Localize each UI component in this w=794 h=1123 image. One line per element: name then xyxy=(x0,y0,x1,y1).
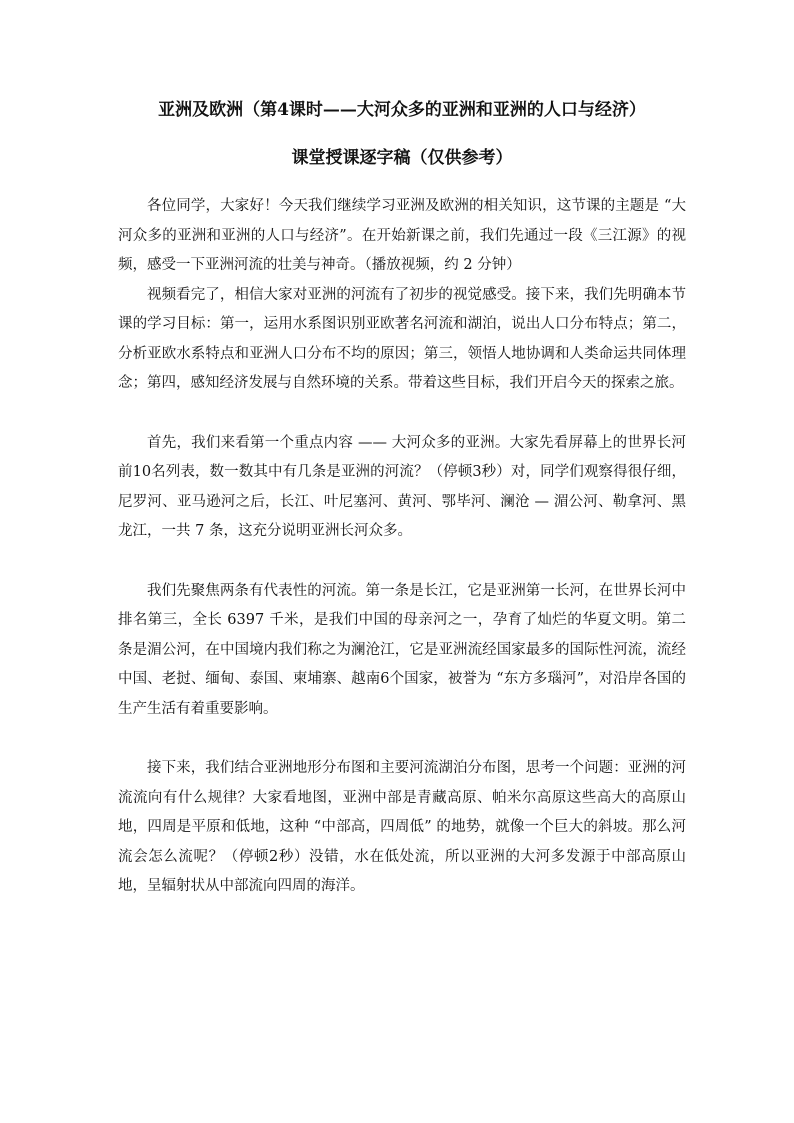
paragraph-gap xyxy=(118,724,686,754)
paragraph-gap xyxy=(118,399,686,429)
paragraph-objectives: 视频看完了，相信大家对亚洲的河流有了初步的视觉感受。接下来，我们先明确本节课的学习目标：第一，运用水系图识别亚欧著名河流和湖泊，说出人口分布特点；第二，分析亚欧水系特点和亚洲人口分布不均的原因；第三，领悟人地协调和人类命运共同体理念；第四，感知经济发展与自然环境的关系。带着这些目标，我们开启今天的探索之旅。 xyxy=(118,286,686,391)
paragraph-intro: 各位同学，大家好！今天我们继续学习亚洲及欧洲的相关知识，这节课的主题是 “大河众多的亚洲和亚洲的人口与经济”。在开始新课之前，我们先通过一段《三江源》的视频，感受一下亚洲河流的壮美与神奇。（播放视频，约 2 分钟） xyxy=(118,198,686,273)
document-subtitle: 课堂授课逐字稿（仅供参考） xyxy=(291,148,513,168)
document-body xyxy=(118,192,686,902)
paragraph-gap xyxy=(118,547,686,577)
document-title: 亚洲及欧洲（第4课时——大河众多的亚洲和亚洲的人口与经济） xyxy=(158,100,646,120)
paragraph-rivers-list: 首先，我们来看第一个重点内容 —— 大河众多的亚洲。大家先看屏幕上的世界长河前10名列表，数一数其中有几条是亚洲的河流？（停顿3秒）对，同学们观察得很仔细，尼罗河、亚马逊河之后，长江、叶尼塞河、黄河、鄂毕河、澜沧 — 湄公河、勒拿河、黑龙江，一共 7 条，这充分说明亚洲长河众多。 xyxy=(118,434,686,539)
paragraph-two-rivers: 我们先聚焦两条有代表性的河流。第一条是长江，它是亚洲第一长河，在世界长河中排名第三，全长 6397 千米，是我们中国的母亲河之一，孕育了灿烂的华夏文明。第二条是湄公河，在中国境内我们称之为澜沧江，它是亚洲流经国家最多的国际性河流，流经中国、老挝、缅甸、泰国、柬埔寨、越南6个国家，被誉为 “东方多瑙河”，对沿岸各国的生产生活有着重要影响。 xyxy=(118,582,686,717)
paragraph-river-flow: 接下来，我们结合亚洲地形分布图和主要河流湖泊分布图，思考一个问题：亚洲的河流流向有什么规律？大家看地图，亚洲中部是青藏高原、帕米尔高原这些高大的高原山地，四周是平原和低地，这种 “中部高，四周低” 的地势，就像一个巨大的斜坡。那么河流会怎么流呢？（停顿2秒）没错，水在低处流，所以亚洲的大河多发源于中部高原山地，呈辐射状从中部流向四周的海洋。 xyxy=(118,760,686,894)
document-page xyxy=(118,98,686,902)
